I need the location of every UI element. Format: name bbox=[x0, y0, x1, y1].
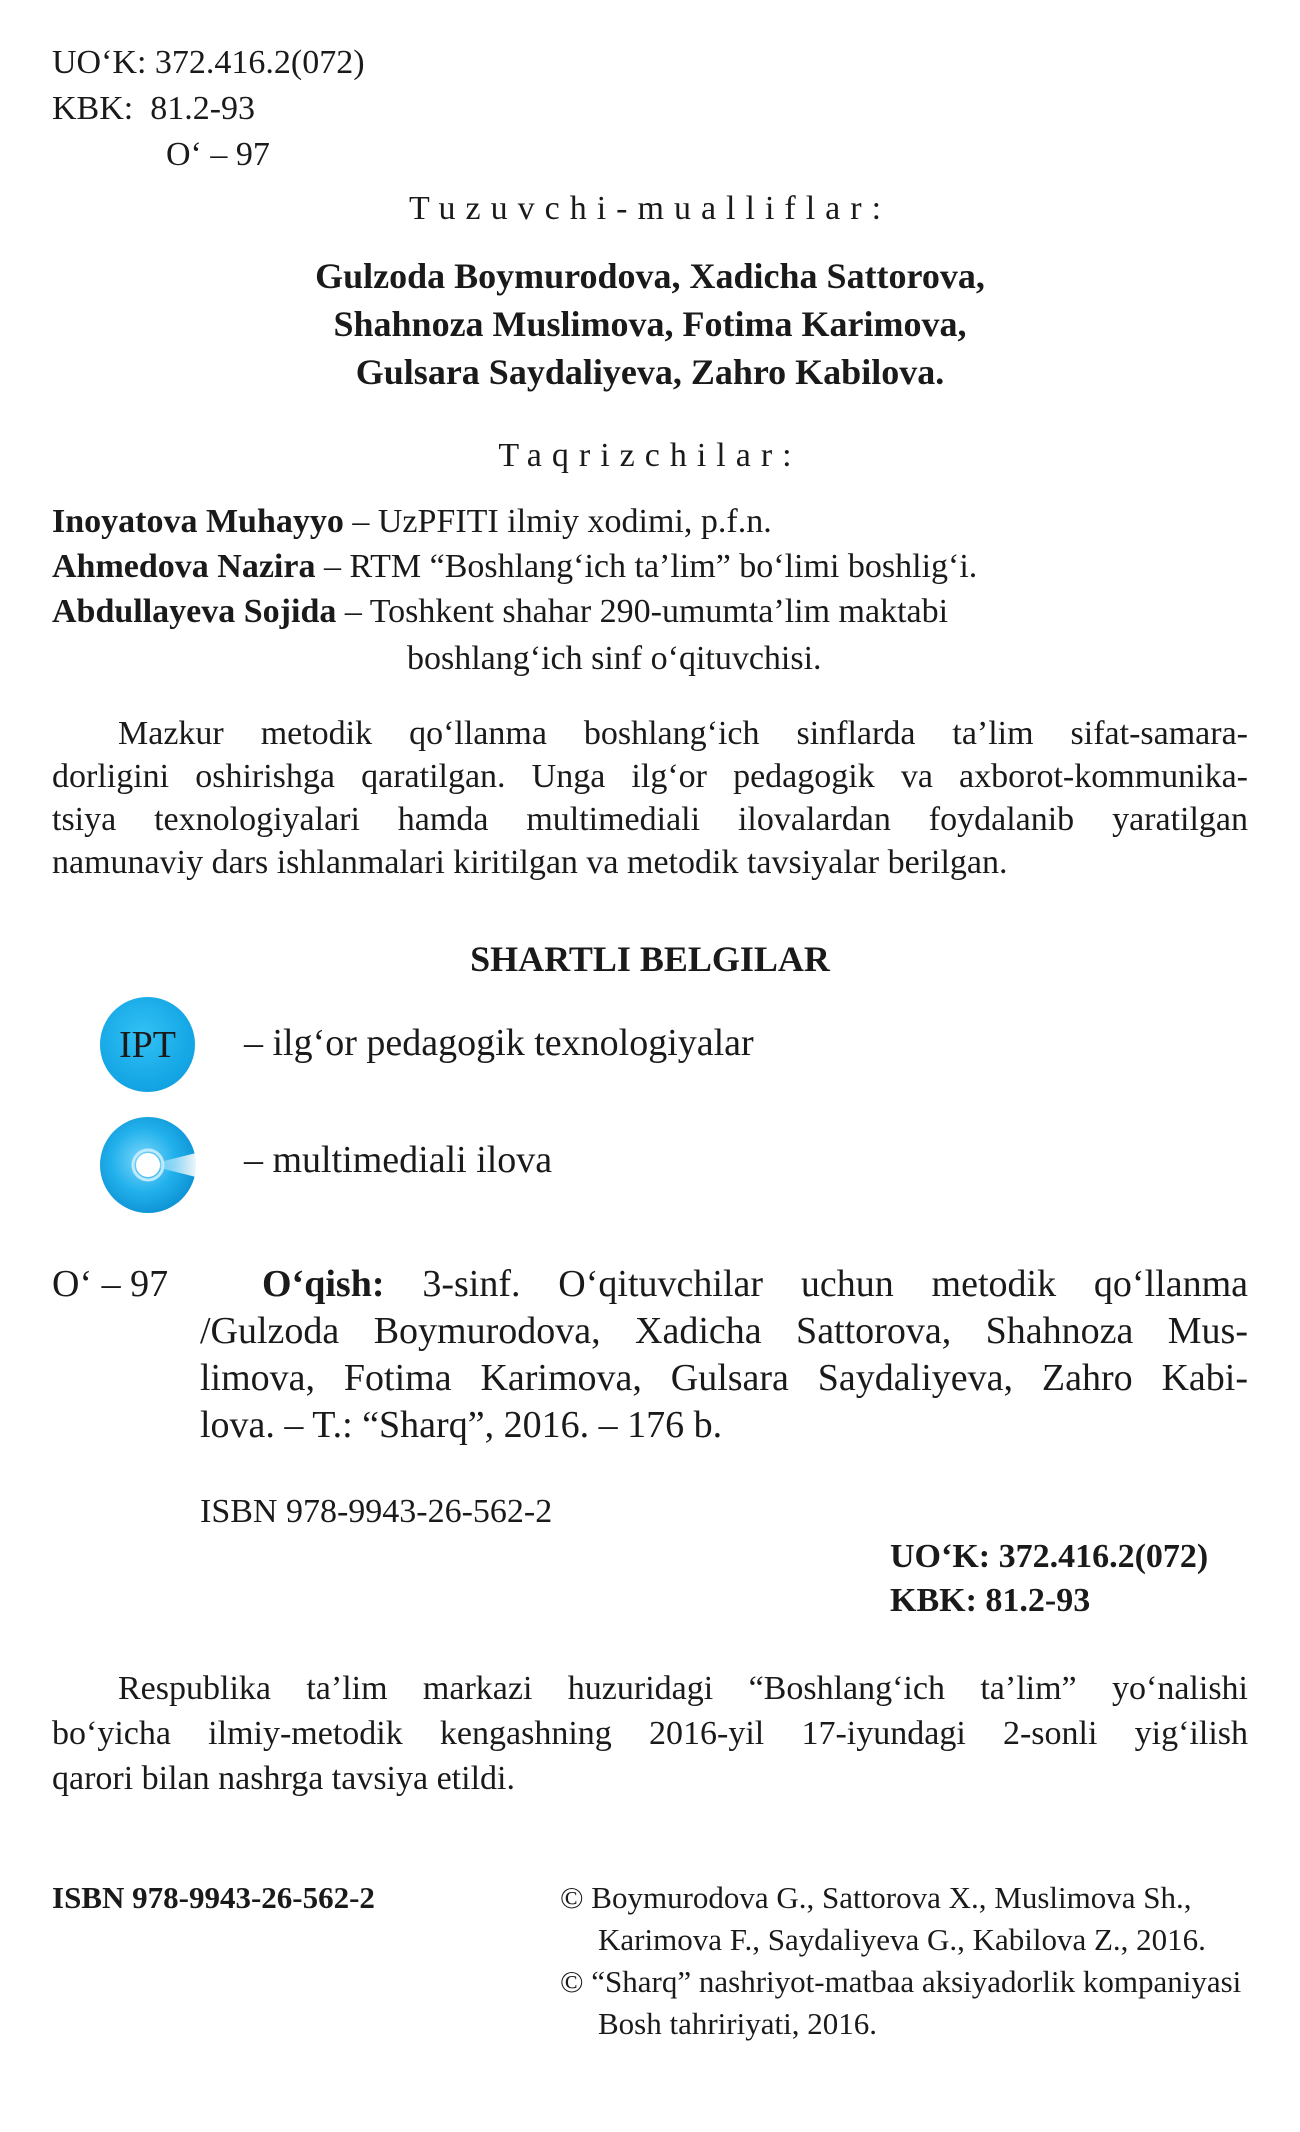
recommendation-line-3: qarori bilan nashrga tavsiya etildi. bbox=[52, 1760, 515, 1797]
catalog-title-rest: 3-sinf. O‘qituvchilar uchun metodik qo‘llanma bbox=[384, 1263, 1248, 1305]
catalog-line-2: /Gulzoda Boymurodova, Xadicha Sattorova, Shahnoza Mus- bbox=[200, 1310, 1248, 1352]
authors-line-3: Gulsara Saydaliyeva, Zahro Kabilova. bbox=[355, 352, 945, 392]
reviewer-3 bbox=[52, 593, 948, 631]
recommendation-line-1: Respublika ta’lim markazi huzuridagi “Boshlang‘ich ta’lim” yo‘nalishi bbox=[118, 1670, 1248, 1707]
reviewer-name: Inoyatova Muhayyo bbox=[52, 503, 344, 540]
copyright-line-4: Bosh tahririyati, 2016. bbox=[598, 2006, 877, 2041]
cd-disc-icon bbox=[98, 1115, 198, 1215]
reviewer-desc: – RTM “Boshlang‘ich ta’lim” bo‘limi boshlig‘i. bbox=[315, 548, 978, 585]
reviewer-desc: – UzPFITI ilmiy xodimi, p.f.n. bbox=[343, 503, 772, 540]
reviewers-heading: Taqrizchilar: bbox=[498, 437, 802, 474]
uok-code: UO‘K: 372.416.2(072) bbox=[52, 44, 365, 81]
catalog-title: O‘qish: bbox=[262, 1263, 385, 1305]
reviewer-2 bbox=[52, 548, 977, 586]
legend-heading: SHARTLI BELGILAR bbox=[470, 939, 830, 979]
reviewer-name: Abdullayeva Sojida bbox=[52, 593, 337, 630]
abstract-line-3: tsiya texnologiyalari hamda multimediali ilovalardan foydalanib yaratilgan bbox=[52, 801, 1248, 838]
abstract-line-2: dorligini oshirishga qaratilgan. Unga ilg‘or pedagogik va axborot-kommunika- bbox=[52, 758, 1248, 795]
cd-label: – multimediali ilova bbox=[244, 1139, 553, 1181]
abstract-line-4: namunaviy dars ishlanmalari kiritilgan va metodik tavsiyalar berilgan. bbox=[52, 844, 1008, 881]
catalog-line-4: lova. – T.: “Sharq”, 2016. – 176 b. bbox=[200, 1404, 723, 1446]
ipt-icon bbox=[100, 997, 195, 1092]
catalog-entry-code: O‘ – 97 bbox=[52, 1263, 169, 1305]
authors-line-1: Gulzoda Boymurodova, Xadicha Sattorova, bbox=[315, 256, 985, 296]
copyright-line-1: © Boymurodova G., Sattorova X., Muslimova Sh., bbox=[560, 1880, 1192, 1915]
ipt-icon-text: IPT bbox=[119, 1023, 176, 1066]
recommendation-line-2: bo‘yicha ilmiy-metodik kengashning 2016-yil 17-iyundagi 2-sonli yig‘ilish bbox=[52, 1715, 1248, 1752]
copyright-line-3: © “Sharq” nashriyot-matbaa aksiyadorlik kompaniyasi bbox=[560, 1964, 1242, 1999]
catalog-kbk: KBK: 81.2-93 bbox=[890, 1582, 1091, 1619]
footer-isbn: ISBN 978-9943-26-562-2 bbox=[52, 1880, 375, 1915]
ipt-label: – ilg‘or pedagogik texnologiyalar bbox=[244, 1022, 754, 1064]
catalog-isbn: ISBN 978-9943-26-562-2 bbox=[200, 1493, 553, 1530]
kbk-code: KBK: 81.2-93 bbox=[52, 90, 256, 127]
authors-heading: Tuzuvchi-mualliflar: bbox=[408, 190, 892, 227]
copyright-line-2: Karimova F., Saydaliyeva G., Kabilova Z., 2016. bbox=[598, 1922, 1206, 1957]
reviewer-3-continuation: boshlang‘ich sinf o‘qituvchisi. bbox=[407, 640, 822, 677]
catalog-uok: UO‘K: 372.416.2(072) bbox=[890, 1538, 1209, 1575]
reviewer-1 bbox=[52, 503, 772, 541]
catalog-line-3: limova, Fotima Karimova, Gulsara Saydaliyeva, Zahro Kabi- bbox=[200, 1357, 1248, 1399]
reviewer-name: Ahmedova Nazira bbox=[52, 548, 316, 585]
catalog-line-1 bbox=[262, 1262, 1248, 1306]
catalog-code: O‘ – 97 bbox=[166, 136, 270, 173]
reviewer-desc: – Toshkent shahar 290-umumta’lim maktabi bbox=[336, 593, 949, 630]
authors-line-2: Shahnoza Muslimova, Fotima Karimova, bbox=[333, 304, 967, 344]
abstract-line-1: Mazkur metodik qo‘llanma boshlang‘ich sinflarda ta’lim sifat-samara- bbox=[118, 715, 1248, 752]
